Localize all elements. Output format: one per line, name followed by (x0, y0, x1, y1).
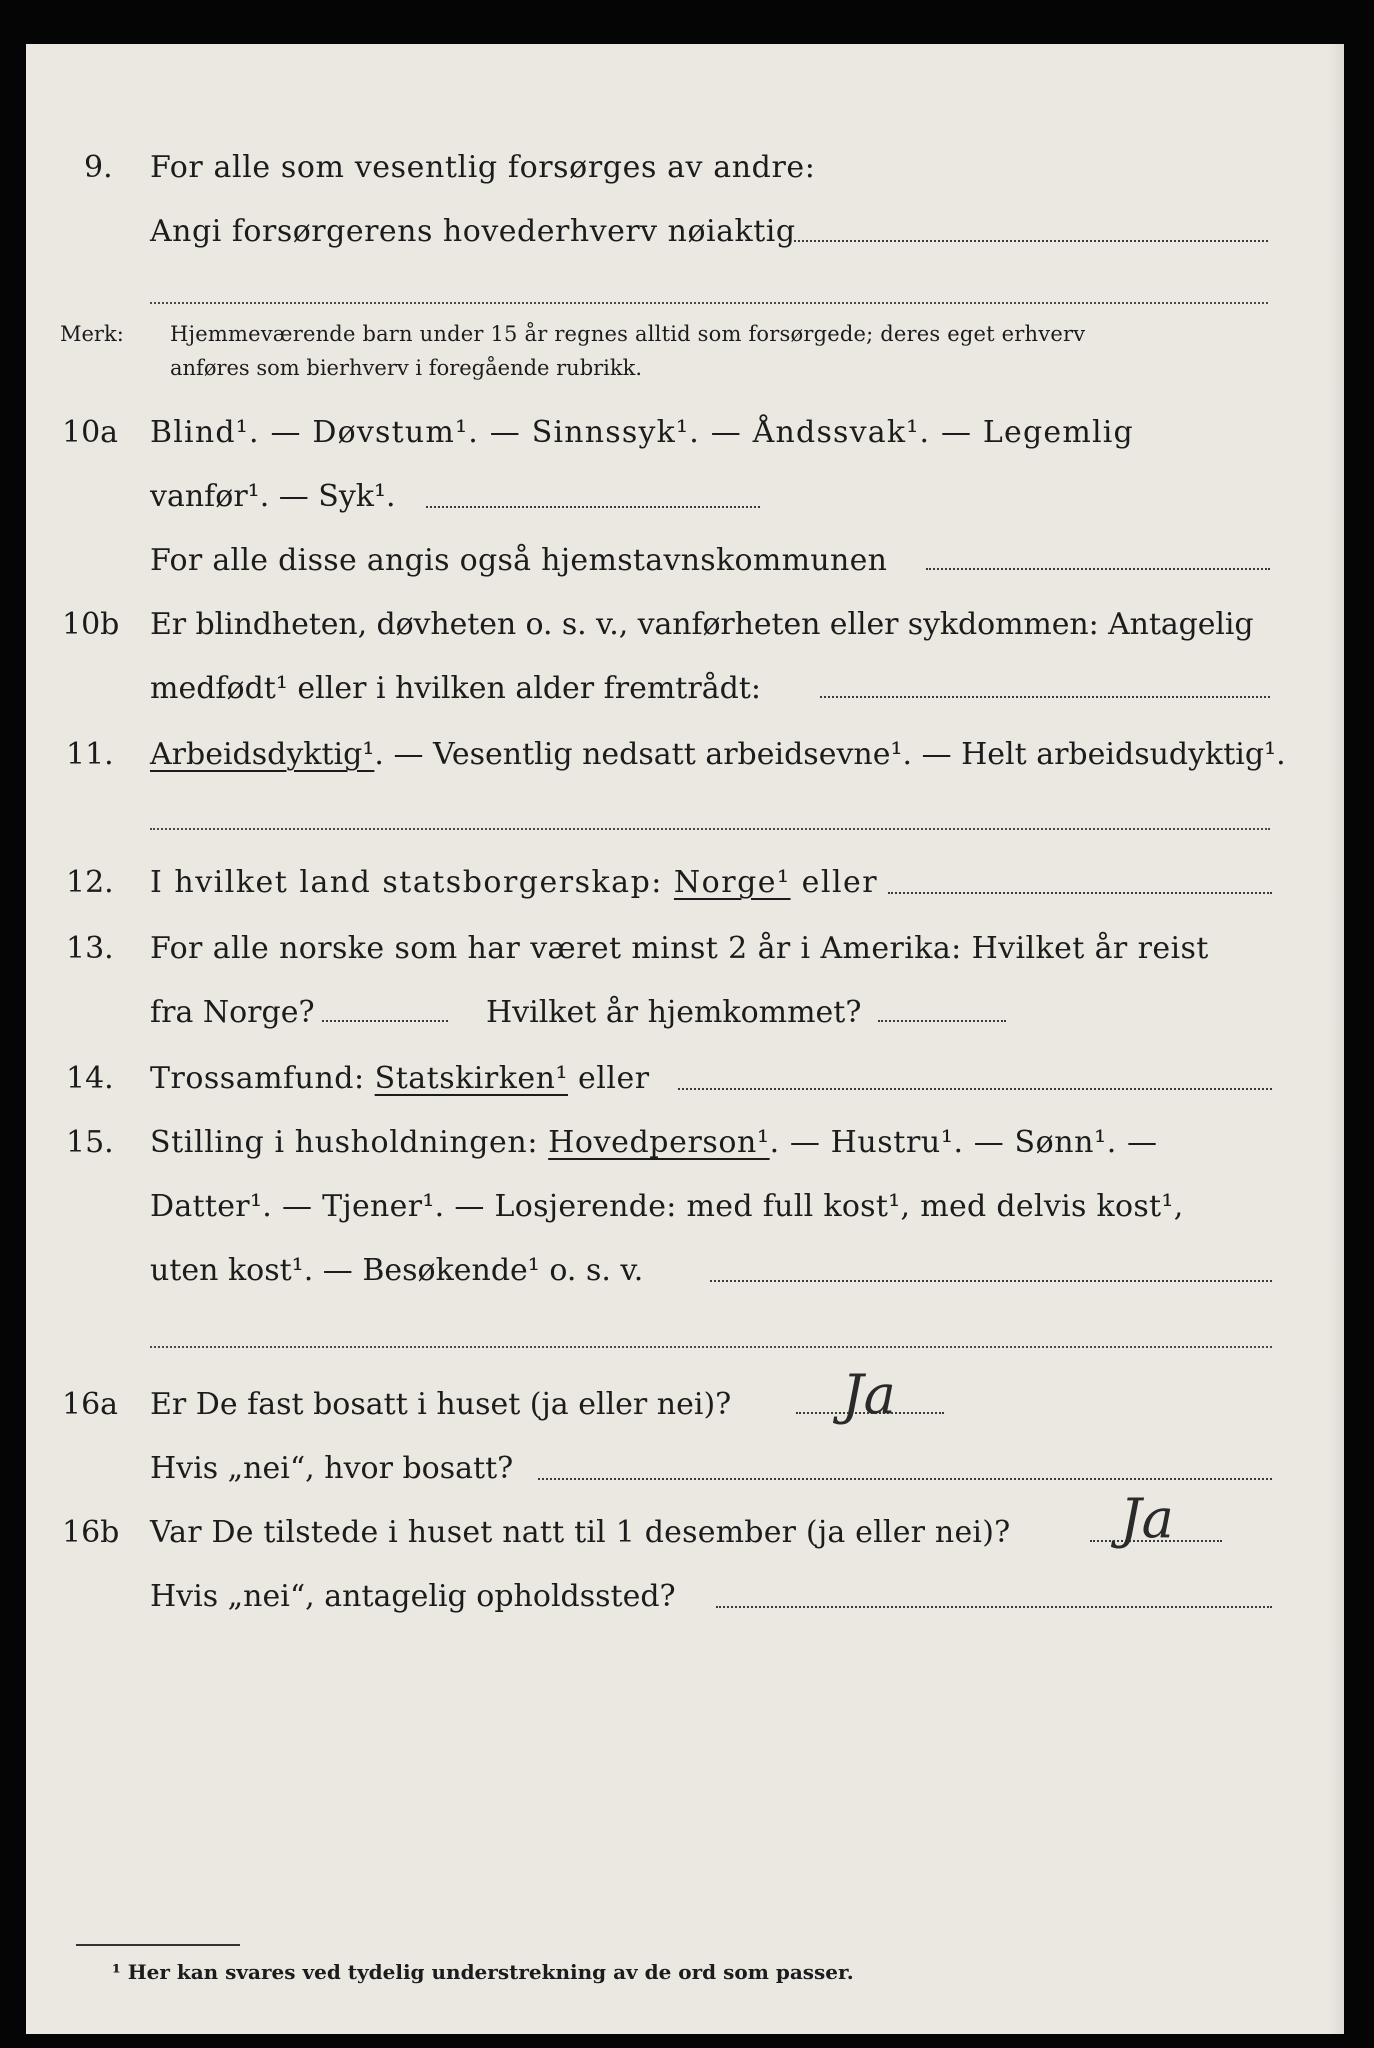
q9-number: 9. (84, 150, 113, 185)
q13-line1: For alle norske som har været minst 2 år i Amerika: Hvilket år reist (150, 931, 1209, 966)
merk-line1: Hjemmeværende barn under 15 år regnes alltid som forsørgede; deres eget erhverv (170, 322, 1086, 346)
q10a-kommune-line[interactable] (926, 568, 1270, 570)
q16b-line1: Var De tilstede i huset natt til 1 desember (ja eller nei)? (150, 1515, 1011, 1550)
q16a-bosatt-line[interactable] (538, 1478, 1272, 1480)
q15-line3: uten kost¹. — Besøkende¹ o. s. v. (150, 1253, 644, 1288)
q15-number: 15. (66, 1125, 114, 1160)
q9-extra-line[interactable] (150, 302, 1268, 304)
q16b-opholdssted-line[interactable] (716, 1606, 1272, 1608)
q13-reist-line[interactable] (322, 1020, 448, 1022)
footnote-text: ¹ Her kan svares ved tydelig understrekning av de ord som passer. (112, 1960, 854, 1984)
q12-answer-line[interactable] (888, 892, 1272, 894)
q9-line1: For alle som vesentlig forsørges av andre: (150, 150, 816, 185)
q11-number: 11. (66, 737, 114, 772)
q15-suffix: . — Hustru¹. — Sønn¹. — (769, 1125, 1158, 1160)
q12-suffix: eller (790, 865, 879, 900)
q10a-line3: For alle disse angis også hjemstavnskommunen (150, 543, 888, 578)
q13-hjemkommet-line[interactable] (878, 1020, 1006, 1022)
q15-answer-line[interactable] (710, 1280, 1272, 1282)
q15-prefix: Stilling i husholdningen: (150, 1125, 549, 1160)
merk-label: Merk: (60, 322, 124, 346)
q16b-handwritten-answer[interactable]: Ja (1120, 1487, 1174, 1550)
q16a-line1: Er De fast bosatt i huset (ja eller nei)? (150, 1387, 732, 1422)
q9-line2: Angi forsørgerens hovederhverv nøiaktig (150, 214, 796, 249)
q14-number: 14. (66, 1061, 114, 1096)
q14-text (150, 1061, 650, 1096)
q12-number: 12. (66, 865, 114, 900)
q11-option-underlined[interactable]: Arbeidsdyktig¹ (150, 737, 375, 772)
q12-text (150, 865, 879, 900)
merk-line2: anføres som bierhverv i foregående rubrikk. (170, 356, 643, 380)
q10b-answer-line[interactable] (820, 696, 1270, 698)
q14-answer-line[interactable] (678, 1088, 1272, 1090)
q11-text (150, 737, 1286, 772)
q11-rest: . — Vesentlig nedsatt arbeidsevne¹. — Helt arbeidsudyktig¹. (374, 737, 1286, 772)
q10b-line1: Er blindheten, døvheten o. s. v., vanførheten eller sykdommen: Antagelig (150, 607, 1254, 642)
footnote-rule (76, 1944, 240, 1946)
q10a-line2: vanfør¹. — Syk¹. (150, 479, 396, 514)
q10b-line2: medfødt¹ eller i hvilken alder fremtrådt: (150, 671, 761, 706)
q13-line2a: fra Norge? (150, 995, 315, 1030)
q16b-number: 16b (62, 1515, 120, 1550)
q15-option-underlined[interactable]: Hovedperson¹ (548, 1125, 770, 1160)
q16b-line2: Hvis „nei“, antagelig opholdssted? (150, 1579, 676, 1614)
q13-line2b: Hvilket år hjemkommet? (486, 995, 862, 1030)
q11-extra-line[interactable] (150, 828, 1270, 830)
q15-line2: Datter¹. — Tjener¹. — Losjerende: med full kost¹, med delvis kost¹, (150, 1189, 1184, 1224)
q14-option-underlined[interactable]: Statskirken¹ (374, 1061, 568, 1096)
q9-answer-line[interactable] (794, 240, 1268, 242)
q10a-answer-line[interactable] (426, 506, 760, 508)
q15-extra-line[interactable] (150, 1346, 1272, 1348)
q15-line1 (150, 1125, 1158, 1160)
q14-prefix: Trossamfund: (150, 1061, 375, 1096)
q10b-number: 10b (62, 607, 120, 642)
q10a-number: 10a (62, 415, 119, 450)
q16a-handwritten-answer[interactable]: Ja (842, 1363, 896, 1426)
q13-number: 13. (66, 931, 114, 966)
q16a-number: 16a (62, 1387, 119, 1422)
q12-prefix: I hvilket land statsborgerskap: (150, 865, 674, 900)
q14-suffix: eller (567, 1061, 650, 1096)
q10a-line1: Blind¹. — Døvstum¹. — Sinnssyk¹. — Åndssvak¹. — Legemlig (150, 415, 1134, 450)
q16a-line2: Hvis „nei“, hvor bosatt? (150, 1451, 514, 1486)
q12-option-underlined[interactable]: Norge¹ (673, 865, 791, 900)
